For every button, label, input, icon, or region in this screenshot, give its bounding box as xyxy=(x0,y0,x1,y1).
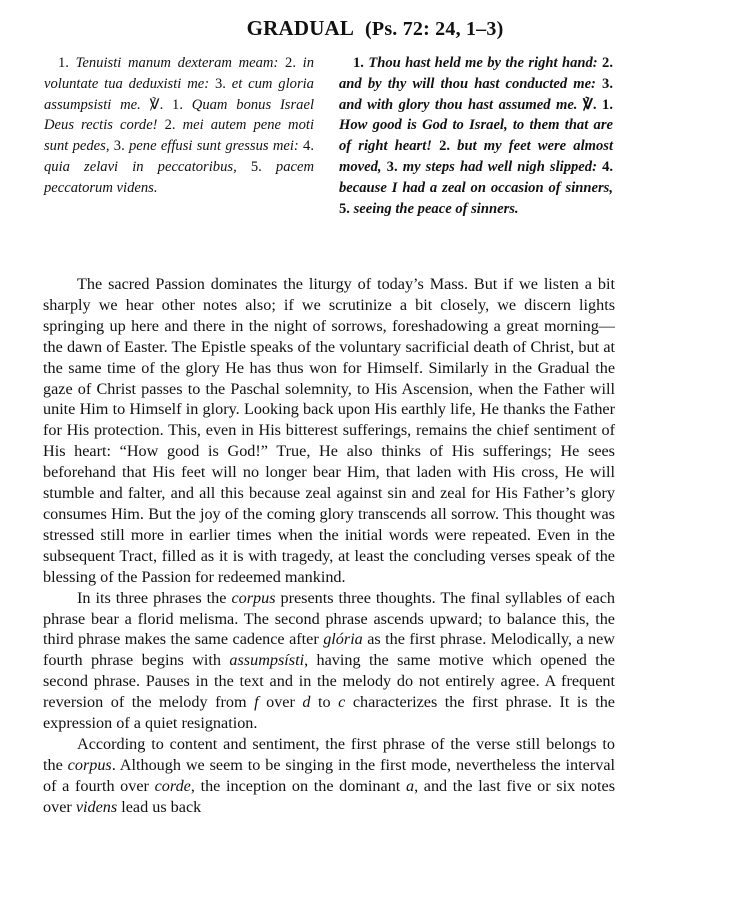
paragraph-2: In its three phrases the corpus presents three thoughts. The final syllables of each phrase bear a florid melisma. The second phrase ascends upward; to balance this, the third phrase makes the same cadence after glória as the first phrase. Melodically, a new fourth phrase begins with assumpsísti, having the same motive which opened the second phrase. Pauses in the text and in the melody do not entirely agree. A frequent reversion of the melody from f over d to c characterizes the first phrase. It is the expression of a quiet resignation. xyxy=(43,588,616,733)
verse-number: 4. xyxy=(303,138,314,155)
verse-number: 3. xyxy=(602,75,613,92)
verse-number: ℣. xyxy=(149,96,164,113)
english-column: 1. Thou hast held me by the right hand: 2. and by thy will thou hast conducted me: 3. and with glory thou hast assumed me. ℣. 1. How good is God to Israel, to them that are of right heart! 2. but my feet were almost moved, 3. my steps had well nigh slipped: 4. because I had a zeal on occasion of sinners, 5. seeing the peace of sinners. xyxy=(339,55,614,217)
cited-word: corpus xyxy=(231,588,276,607)
verse-number: 1. xyxy=(602,96,613,113)
verse-number: 5. xyxy=(339,200,350,217)
verse-number: 5. xyxy=(250,158,262,175)
cited-word: videns xyxy=(75,797,118,816)
cited-word: corpus xyxy=(67,755,112,774)
paragraph-3: According to content and sentiment, the first phrase of the verse still belongs to the corpus. Although we seem to be singing in the first mode, nevertheless the interval of a fourth over corde, the inception on the dominant a, and the last five or six notes over videns lead us back xyxy=(43,734,616,816)
verse-number: 2. xyxy=(602,55,613,71)
verse-number: 3. xyxy=(386,158,398,175)
verse-number: 2. xyxy=(285,55,296,71)
note-name: d xyxy=(302,693,311,712)
verse-number: ℣. xyxy=(582,96,597,113)
section-heading xyxy=(10,16,740,41)
verse-number: 3. xyxy=(113,138,125,155)
note-name: f xyxy=(254,693,259,712)
commentary-body xyxy=(43,274,615,818)
verse-number: 2. xyxy=(439,138,451,155)
cited-word: corde xyxy=(154,776,191,795)
verse-number: 1. xyxy=(58,55,69,71)
cited-word: glória xyxy=(323,630,363,649)
verse-number: 1. xyxy=(172,96,183,113)
heading-title: GRADUAL xyxy=(246,16,355,40)
note-name: c xyxy=(338,693,346,712)
note-name: a xyxy=(405,776,415,795)
verse-number: 3. xyxy=(214,75,226,92)
verse-number: 4. xyxy=(602,158,614,175)
cited-word: assumpsísti xyxy=(229,651,305,670)
verse-number: 1. xyxy=(353,55,364,71)
latin-column: 1. Tenuisti manum dexteram meam: 2. in voluntate tua deduxisti me: 3. et cum gloria assumpsisti me. ℣. 1. Quam bonus Israel Deus rectis corde! 2. mei autem pene moti sunt pedes, 3. pene effusi sunt gressus mei: 4. quia zelavi in peccatoribus, 5. pacem peccatorum videns. xyxy=(44,55,314,196)
paragraph-1: The sacred Passion dominates the liturgy of today’s Mass. But if we listen a bit sharply we hear other notes also; if we scrutinize a bit closely, we discern lights springing up here and there in the night of sorrows, foreshadowing a great morning—the dawn of Easter. The Epistle speaks of the voluntary sacrificial death of Christ, but at the same time of the glory He has thus won for Himself. Similarly in the Gradual the gaze of Christ passes to the Paschal solemnity, to His Ascension, when the Father will unite Him to Himself in glory. Looking back upon His earthly life, He thanks the Father for His protection. This, even in His bitterest sufferings, remains the chief sentiment of His heart: “How good is God!” True, He also thinks of His sufferings; He sees beforehand that His feet will no longer bear Him, that laden with His cross, He will stumble and falter, and all this because zeal against sin and zeal for His Father’s glory consumes Him. But the joy of the coming glory transcends all sorrow. This thought was stressed still more in earlier times when the initial words were repeated. Even in the subsequent Tract, filled as it is with tragedy, at least the concluding verses speak of the blessing of the Passion for redeemed mankind. xyxy=(43,275,615,586)
heading-reference: (Ps. 72: 24, 1–3) xyxy=(365,18,504,40)
verse-number: 2. xyxy=(164,117,176,134)
